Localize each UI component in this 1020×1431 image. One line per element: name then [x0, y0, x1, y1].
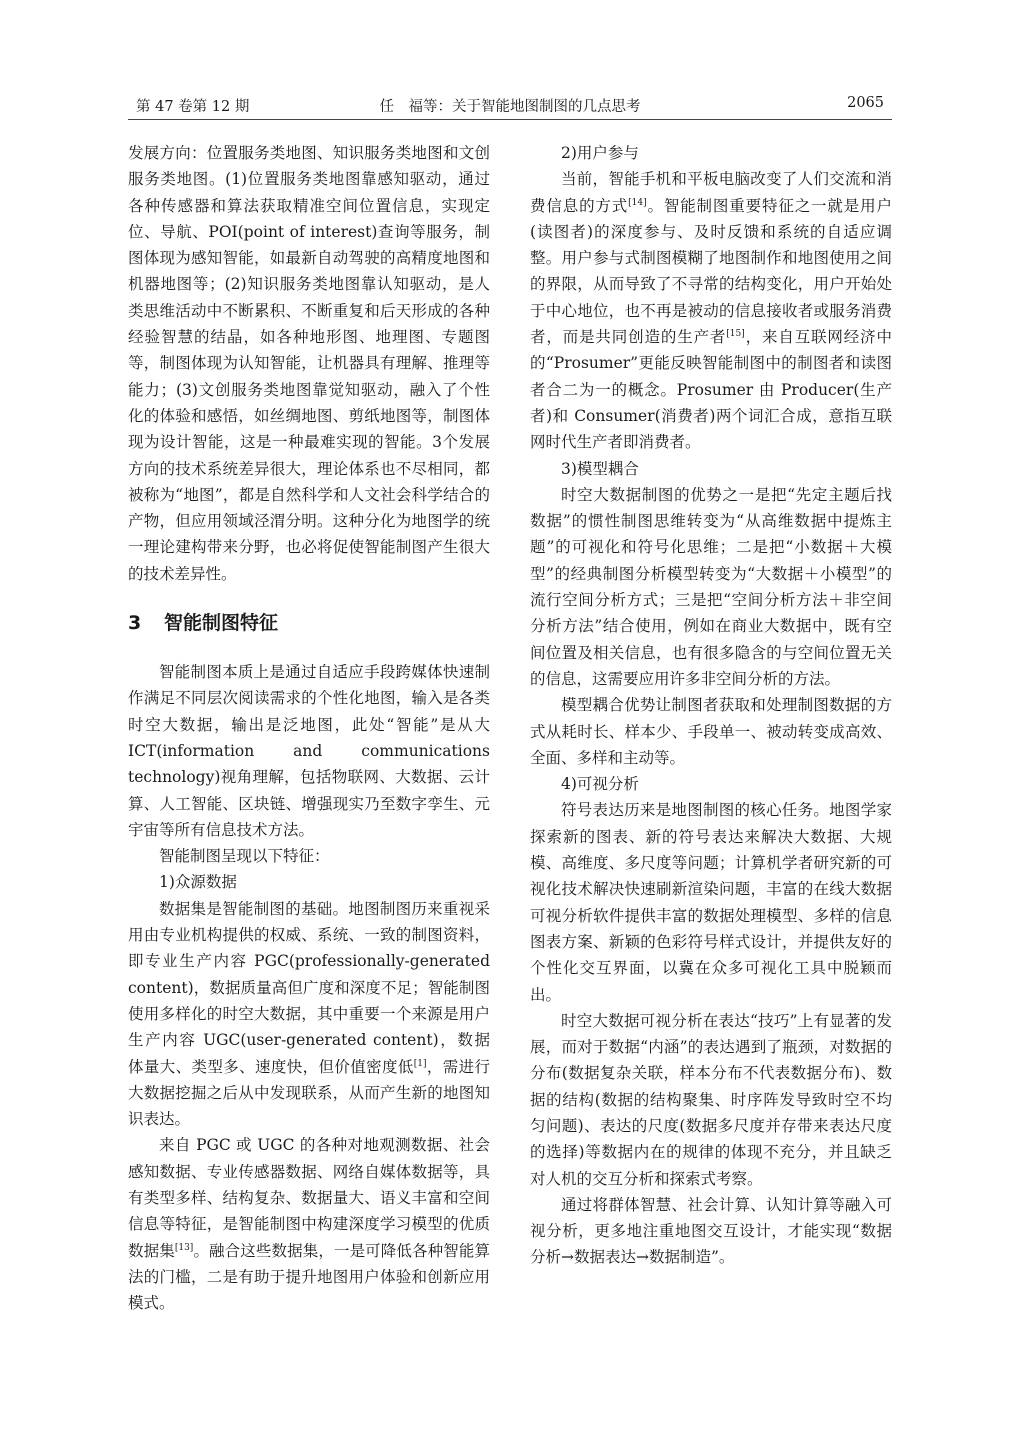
paragraph: 当前，智能手机和平板电脑改变了人们交流和消费信息的方式[14]。智能制图重要特征之一就是用户(读图者)的深度参与、及时反馈和系统的自适应调整。用户参与式制图模糊了地图制作和地图使用之间的界限，从而导致了不寻常的结构变化，用户开始处于中心地位，也不再是被动的信息接收者或服务消费者，而是共同创造的生产者[15]，来自互联网经济中的“Prosumer”更能反映智能制图中的制图者和读图者合二为一的概念。Prosumer 由 Producer(生产者)和 Consumer(消费者)两个词汇合成，意指互联网时代生产者即消费者。 [530, 170, 892, 452]
paragraph: 数据集是智能制图的基础。地图制图历来重视采用由专业机构提供的权威、系统、一致的制图资料，即专业生产内容 PGC(professionally-generated content)，数据质量高但广度和深度不足；智能制图使用多样化的时空大数据，其中重要一个来源是用户生产内容 UGC(user-generated content)，数据体量大、类型多、速度快，但价值密度低[1]，需进行大数据挖掘之后从中发现联系，从而产生新的地图知识表达。 [128, 899, 490, 1129]
feature-heading-crowdsourced: 1)众源数据 [159, 873, 237, 892]
page-number: 2065 [847, 95, 884, 111]
paragraph: 智能制图呈现以下特征： [159, 847, 330, 866]
feature-heading-model-coupling: 3)模型耦合 [561, 459, 639, 478]
paragraph-continuation: 发展方向：位置服务类地图、知识服务类地图和文创服务类地图。(1)位置服务类地图靠感知驱动，通过各种传感器和算法获取精准空间位置信息，实现定位、导航、POI(point of interest)查询等服务，制图体现为感知智能，如最新自动驾驶的高精度地图和机器地图等；(2)知识服务类地图靠认知驱动，是人类思维活动中不断累积、不断重复和后天形成的各种经验智慧的结晶，如各种地形图、地理图、专题图等，制图体现为认知智能，让机器具有理解、推理等能力；(3)文创服务类地图靠觉知驱动，融入了个性化的体验和感悟，如丝绸地图、剪纸地图等，制图体现为设计智能，这是一种最难实现的智能。3个发展方向的技术系统差异很大，理论体系也不尽相同，都被称为“地图”，都是自然科学和人文社会科学结合的产物，但应用领域泾渭分明。这种分化为地图学的统一理论建构带来分野，也必将促使智能制图产生很大的技术差异性。 [128, 144, 490, 583]
feature-heading-visual-analytics: 4)可视分析 [561, 775, 639, 794]
paragraph: 智能制图本质上是通过自适应手段跨媒体快速制作满足不同层次阅读需求的个性化地图，输入是各类时空大数据，输出是泛地图，此处“智能”是从大 ICT(information and communications technology)视角理解，包括物联网、大数据、云计算、人工智能、区块链、增强现实乃至数字孪生、元宇宙等所有信息技术方法。 [128, 663, 490, 839]
right-column [530, 140, 892, 1271]
running-header [128, 93, 892, 120]
section-heading [128, 609, 490, 637]
article-running-title: 任 福等：关于智能地图制图的几点思考 [379, 99, 641, 115]
paragraph: 通过将群体智慧、社会计算、认知计算等融入可视分析，更多地注重地图交互设计，才能实现“数据分析→数据表达→数据制造”。 [530, 1195, 892, 1267]
citation: [13] [174, 1242, 194, 1253]
paragraph: 来自 PGC 或 UGC 的各种对地观测数据、社会感知数据、专业传感器数据、网络自媒体数据等，具有类型多样、结构复杂、数据量大、语义丰富和空间信息等特征，是智能制图中构建深度学习模型的优质数据集[13]。融合这些数据集，一是可降低各种智能算法的门槛，二是有助于提升地图用户体验和创新应用模式。 [128, 1136, 490, 1313]
citation: [14] [628, 197, 647, 208]
journal-volume-issue: 第 47 卷第 12 期 [136, 99, 250, 115]
paragraph: 模型耦合优势让制图者获取和处理制图数据的方式从耗时长、样本少、手段单一、被动转变成高效、全面、多样和主动等。 [530, 696, 892, 767]
paragraph: 时空大数据可视分析在表达“技巧”上有显著的发展，而对于数据“内涵”的表达遇到了瓶颈，对数据的分布(数据复杂关联，样本分布不代表数据分布)、数据的结构(数据的结构聚集、时序阵发导致时空不均匀问题)、表达的尺度(数据多尺度并存带来表达尺度的选择)等数据内在的规律的体现不充分，并且缺乏对人机的交互分析和探索式考察。 [530, 1011, 892, 1188]
paragraph: 符号表达历来是地图制图的核心任务。地图学家探索新的图表、新的符号表达来解决大数据、大规模、高维度、多尺度等问题；计算机学者研究新的可视化技术解决快速刷新渲染问题，丰富的在线大数据可视分析软件提供丰富的数据处理模型、多样的信息图表方案、新颖的色彩符号样式设计，并提供友好的个性化交互界面，以冀在众多可视化工具中脱颖而出。 [530, 801, 892, 1004]
section-title: 智能制图特征 [164, 612, 279, 635]
citation: [1] [413, 1058, 427, 1069]
citation: [15] [726, 328, 745, 339]
section-number: 3 [128, 612, 142, 635]
left-column [128, 140, 490, 1316]
paragraph: 时空大数据制图的优势之一是把“先定主题后找数据”的惯性制图思维转变为“从高维数据中提炼主题”的可视化和符号化思维；二是把“小数据＋大模型”的经典制图分析模型转变为“大数据＋小模型”的流行空间分析方式；三是把“空间分析方法＋非空间分析方法”结合使用，例如在商业大数据中，既有空间位置及相关信息，也有很多隐含的与空间位置无关的信息，这需要应用许多非空间分析的方法。 [530, 485, 892, 688]
feature-heading-user-participation: 2)用户参与 [561, 144, 639, 162]
